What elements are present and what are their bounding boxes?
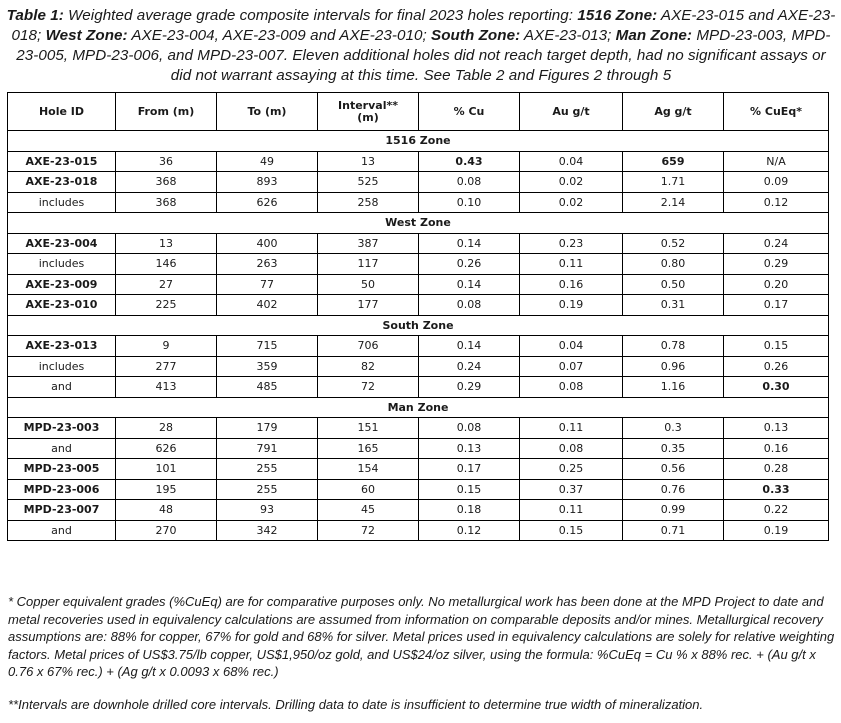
cell-ag: 0.76: [623, 479, 724, 500]
cell-to: 179: [217, 418, 318, 439]
zone-header-row: [8, 397, 829, 418]
cell-au: 0.37: [520, 479, 623, 500]
cell-hole-id: MPD-23-006: [8, 479, 116, 500]
table-row: [8, 520, 829, 541]
zone-header-row: [8, 131, 829, 152]
cell-au: 0.04: [520, 151, 623, 172]
zone-label: Man Zone: [8, 397, 829, 418]
table-row: [8, 459, 829, 480]
header-to: To (m): [217, 93, 318, 131]
table-caption: [6, 6, 836, 86]
cell-hole-id: and: [8, 438, 116, 459]
cell-ag: 0.56: [623, 459, 724, 480]
header-au: Au g/t: [520, 93, 623, 131]
header-cueq: % CuEq*: [724, 93, 829, 131]
cell-ag: 659: [623, 151, 724, 172]
caption-zone3-text: AXE-23-013;: [520, 27, 616, 44]
cell-au: 0.15: [520, 520, 623, 541]
caption-intro: Weighted average grade composite intervals for final 2023 holes reporting:: [63, 7, 578, 24]
table-row: [8, 500, 829, 521]
cell-ag: 0.71: [623, 520, 724, 541]
cell-interval: 387: [318, 233, 419, 254]
cell-from: 413: [116, 377, 217, 398]
assay-table: [7, 92, 829, 541]
cell-to: 77: [217, 274, 318, 295]
cell-ag: 0.3: [623, 418, 724, 439]
caption-zone2-text: AXE-23-004, AXE-23-009 and AXE-23-010;: [127, 27, 432, 44]
cell-cu: 0.14: [419, 336, 520, 357]
cell-au: 0.08: [520, 438, 623, 459]
table-row: [8, 377, 829, 398]
cell-au: 0.23: [520, 233, 623, 254]
cell-hole-id: includes: [8, 192, 116, 213]
cell-cu: 0.13: [419, 438, 520, 459]
header-interval: [318, 93, 419, 131]
cell-from: 146: [116, 254, 217, 275]
footnote-intervals: **Intervals are downhole drilled core intervals. Drilling data to date is insufficient to determine true width of mineralization.: [8, 697, 704, 712]
cell-hole-id: and: [8, 377, 116, 398]
cell-cueq: 0.19: [724, 520, 829, 541]
cell-au: 0.08: [520, 377, 623, 398]
cell-cu: 0.10: [419, 192, 520, 213]
cell-cu: 0.12: [419, 520, 520, 541]
cell-from: 277: [116, 356, 217, 377]
cell-ag: 0.78: [623, 336, 724, 357]
zone-header-row: [8, 315, 829, 336]
cell-cueq: 0.26: [724, 356, 829, 377]
cell-hole-id: AXE-23-009: [8, 274, 116, 295]
cell-hole-id: AXE-23-013: [8, 336, 116, 357]
cell-interval: 60: [318, 479, 419, 500]
cell-from: 225: [116, 295, 217, 316]
cell-ag: 2.14: [623, 192, 724, 213]
cell-to: 255: [217, 479, 318, 500]
cell-ag: 0.31: [623, 295, 724, 316]
zone-label: 1516 Zone: [8, 131, 829, 152]
cell-to: 263: [217, 254, 318, 275]
header-cu: % Cu: [419, 93, 520, 131]
cell-cueq: 0.09: [724, 172, 829, 193]
cell-to: 359: [217, 356, 318, 377]
cell-cu: 0.24: [419, 356, 520, 377]
cell-ag: 1.71: [623, 172, 724, 193]
table-row: [8, 295, 829, 316]
cell-hole-id: and: [8, 520, 116, 541]
cell-interval: 50: [318, 274, 419, 295]
cell-au: 0.25: [520, 459, 623, 480]
cell-ag: 0.96: [623, 356, 724, 377]
cell-to: 93: [217, 500, 318, 521]
table-row: [8, 254, 829, 275]
cell-cueq: 0.29: [724, 254, 829, 275]
cell-hole-id: AXE-23-018: [8, 172, 116, 193]
cell-hole-id: includes: [8, 356, 116, 377]
cell-from: 48: [116, 500, 217, 521]
zone-label: South Zone: [8, 315, 829, 336]
cell-au: 0.04: [520, 336, 623, 357]
zone-header-row: [8, 213, 829, 234]
cell-hole-id: MPD-23-003: [8, 418, 116, 439]
cell-hole-id: includes: [8, 254, 116, 275]
table-row: [8, 356, 829, 377]
cell-interval: 177: [318, 295, 419, 316]
cell-interval: 706: [318, 336, 419, 357]
cell-interval: 117: [318, 254, 419, 275]
cell-interval: 72: [318, 377, 419, 398]
table-row: [8, 479, 829, 500]
cell-to: 715: [217, 336, 318, 357]
cell-interval: 151: [318, 418, 419, 439]
cell-hole-id: AXE-23-004: [8, 233, 116, 254]
cell-to: 791: [217, 438, 318, 459]
cell-interval: 72: [318, 520, 419, 541]
cell-cu: 0.18: [419, 500, 520, 521]
cell-cu: 0.29: [419, 377, 520, 398]
cell-hole-id: AXE-23-010: [8, 295, 116, 316]
cell-au: 0.16: [520, 274, 623, 295]
cell-cueq: 0.20: [724, 274, 829, 295]
cell-ag: 0.35: [623, 438, 724, 459]
cell-cu: 0.14: [419, 233, 520, 254]
cell-au: 0.02: [520, 192, 623, 213]
cell-hole-id: MPD-23-005: [8, 459, 116, 480]
cell-to: 49: [217, 151, 318, 172]
cell-cu: 0.08: [419, 172, 520, 193]
caption-zone3-label: South Zone:: [431, 27, 521, 44]
cell-au: 0.02: [520, 172, 623, 193]
cell-cueq: 0.28: [724, 459, 829, 480]
caption-zone2-label: West Zone:: [45, 27, 128, 44]
cell-to: 626: [217, 192, 318, 213]
cell-from: 195: [116, 479, 217, 500]
cell-cueq: 0.13: [724, 418, 829, 439]
cell-from: 9: [116, 336, 217, 357]
cell-ag: 0.52: [623, 233, 724, 254]
caption-zone4-label: Man Zone:: [615, 27, 693, 44]
header-from: From (m): [116, 93, 217, 131]
cell-cu: 0.26: [419, 254, 520, 275]
zone-label: West Zone: [8, 213, 829, 234]
cell-au: 0.11: [520, 418, 623, 439]
cell-from: 270: [116, 520, 217, 541]
cell-cueq: 0.17: [724, 295, 829, 316]
cell-ag: 0.80: [623, 254, 724, 275]
cell-interval: 154: [318, 459, 419, 480]
cell-cueq: N/A: [724, 151, 829, 172]
cell-cueq: 0.16: [724, 438, 829, 459]
table-row: [8, 172, 829, 193]
cell-interval: 525: [318, 172, 419, 193]
caption-zone1-text: AXE-23-015 and AXE-23-018;: [11, 7, 836, 44]
cell-cu: 0.43: [419, 151, 520, 172]
cell-cu: 0.08: [419, 418, 520, 439]
cell-from: 626: [116, 438, 217, 459]
cell-from: 368: [116, 192, 217, 213]
header-ag: Ag g/t: [623, 93, 724, 131]
table-row: [8, 192, 829, 213]
table-row: [8, 151, 829, 172]
table-row: [8, 233, 829, 254]
caption-zone1-label: 1516 Zone:: [577, 7, 658, 24]
cell-au: 0.11: [520, 500, 623, 521]
table-body: [8, 131, 829, 541]
cell-from: 27: [116, 274, 217, 295]
cell-cu: 0.17: [419, 459, 520, 480]
header-interval-label: Interval** (m): [338, 98, 398, 124]
cell-hole-id: AXE-23-015: [8, 151, 116, 172]
table-row: [8, 274, 829, 295]
cell-to: 342: [217, 520, 318, 541]
cell-cueq: 0.22: [724, 500, 829, 521]
cell-au: 0.11: [520, 254, 623, 275]
cell-interval: 258: [318, 192, 419, 213]
table-row: [8, 438, 829, 459]
cell-to: 402: [217, 295, 318, 316]
cell-to: 893: [217, 172, 318, 193]
cell-from: 36: [116, 151, 217, 172]
cell-interval: 165: [318, 438, 419, 459]
cell-au: 0.19: [520, 295, 623, 316]
cell-cueq: 0.30: [724, 377, 829, 398]
cell-to: 400: [217, 233, 318, 254]
caption-zone4-text: MPD-23-003, MPD-23-005, MPD-23-006, and MPD-23-007. Eleven additional holes did not reach target depth, had no significant assays or did not warrant assaying at this time. See Table 2 and Figures 2 through 5: [16, 27, 831, 84]
cell-ag: 0.50: [623, 274, 724, 295]
cell-to: 255: [217, 459, 318, 480]
caption-table-label: Table 1:: [6, 7, 64, 24]
cell-to: 485: [217, 377, 318, 398]
cell-interval: 13: [318, 151, 419, 172]
cell-ag: 1.16: [623, 377, 724, 398]
cell-from: 368: [116, 172, 217, 193]
table-header-row: [8, 93, 829, 131]
header-hole-id: Hole ID: [8, 93, 116, 131]
cell-ag: 0.99: [623, 500, 724, 521]
cell-hole-id: MPD-23-007: [8, 500, 116, 521]
cell-interval: 45: [318, 500, 419, 521]
footnote-cueq: * Copper equivalent grades (%CuEq) are for comparative purposes only. No metallurgical work has been done at the MPD Project to date and metal recoveries used in equivalency calculations are assumed from information on comparable deposits and/or mines. Metallurgical recovery assumptions are: 88% for copper, 67% for gold and 68% for silver. Metal prices used in equivalency calculations are solely for relative weighting factors. Metal prices of US$3.75/lb copper, US$1,950/oz gold, and US$24/oz silver, using the formula: %CuEq = Cu % x 88% rec. + (Au g/t x 0.76 x 67% rec.) + (Ag g/t x 0.0093 x 68% rec.): [8, 594, 835, 680]
cell-from: 101: [116, 459, 217, 480]
cell-au: 0.07: [520, 356, 623, 377]
table-row: [8, 336, 829, 357]
cell-from: 28: [116, 418, 217, 439]
cell-cueq: 0.33: [724, 479, 829, 500]
cell-cueq: 0.15: [724, 336, 829, 357]
cell-cu: 0.14: [419, 274, 520, 295]
cell-cueq: 0.12: [724, 192, 829, 213]
cell-interval: 82: [318, 356, 419, 377]
cell-cu: 0.15: [419, 479, 520, 500]
cell-cu: 0.08: [419, 295, 520, 316]
cell-from: 13: [116, 233, 217, 254]
cell-cueq: 0.24: [724, 233, 829, 254]
table-row: [8, 418, 829, 439]
